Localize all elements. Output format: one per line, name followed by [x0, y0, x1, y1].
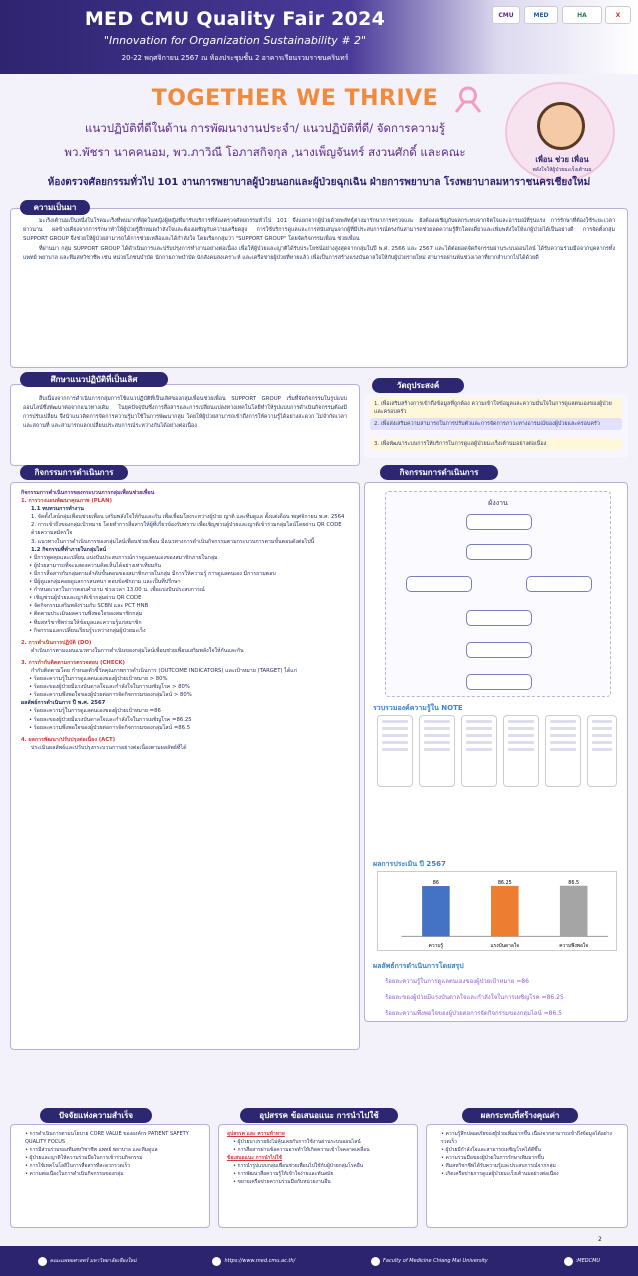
success-factors-heading: ปัจจัยแห่งความสำเร็จ: [40, 1108, 152, 1123]
flowchart-title: ผังงาน: [488, 499, 508, 507]
results-chart: [377, 871, 617, 951]
flowchart-node: [466, 674, 532, 690]
flowchart-node: [466, 544, 532, 560]
mascot-face-icon: [537, 102, 585, 150]
team-item: • ทีมสหวิชาชีพร่วมให้ข้อมูลและความรู้แก่สมาชิก: [21, 619, 349, 627]
objective-item: 2. เพื่อส่งเสริมความสามารถในการปรับตัวและการจัดการภาวะทางอารมณ์ของผู้ป่วยและครอบครัว: [370, 418, 622, 430]
plan-item: 3. แนวทางในการดำเนินการของกลุ่มไลน์เพื่อนช่วยเพื่อน มีแนวทางการดำเนินกิจกรรมตามกระบวนการตามขั้นตอนดังต่อไปนี้: [31, 538, 315, 545]
success-factor-item: • การดำเนินการตามนโยบาย CORE VALUE ขององค์กร PATIENT SAFETY QUALITY FOCUS: [19, 1130, 201, 1146]
flowchart-node: [466, 642, 532, 658]
background-paragraph-2: ที่ผ่านมา กลุ่ม SUPPORT GROUP ได้ดำเนินการและปรับปรุงการทำงานอย่างต่อเนื่อง เพื่อให้ผู้ป่วยและญาติได้รับประโยชน์อย่างสูงสุดจากกลุ่มในปี พ.ศ. 2566 และ 2567 และได้ต่อยอดจัดกิจกรรมผ่านระบบออนไลน์ ได้รับความร่วมมือจากบุคลากรทั้งแพทย์ พยาบาล และทีมสหวิชาชีพ เช่น หน่วยโภชนบำบัด นักกายภาพบำบัด นักสังคมสงเคราะห์ และเครือข่ายผู้ป่วยที่หายแล้ว เพื่อเป็นการสร้างแรงบันดาลใจให้กับผู้ป่วยรายใหม่ สามารถผ่านพ้นช่วงเวลาที่ยากลำบากไปได้ด้วยดี: [23, 246, 615, 261]
study-heading: ศึกษาแนวปฏิบัติที่เป็นเลิศ: [20, 372, 168, 387]
mascot-label: เพื่อน ช่วย เพื่อน: [535, 155, 589, 164]
cmu-logo: CMU: [492, 6, 520, 24]
success-factor-item: • การมีส่วนร่วมของทีมสหวิชาชีพ แพทย์ พยาบาล และทีมดูแล: [19, 1146, 201, 1154]
department-line: ห้องตรวจศัลยกรรมทั่วไป 101 งานการพยาบาลผู้ป่วยนอกและผู้ป่วยฉุกเฉิน ฝ่ายการพยาบาล โรงพยาบาลมหาราชนครเชียงใหม่: [47, 177, 591, 188]
team-item: • ผู้ป่วยสามารถที่จะแสดงความคิดเห็นได้อย่างเท่าเทียมกัน: [21, 562, 349, 570]
flowchart-node: [406, 576, 472, 592]
summary-item: ร้อยละความรู้ในการดูแลตนเองของผู้ป่วยเป้าหมาย =86: [385, 978, 529, 985]
bar: [560, 886, 588, 937]
flowchart-node: [466, 514, 532, 530]
background-heading: ความเป็นมา: [20, 200, 90, 215]
category-line: แนวปฏิบัติที่ดีในด้าน การพัฒนางานประจำ/ แนวปฏิบัติที่ดี/ จัดการความรู้: [85, 121, 445, 135]
act-heading: 4. ผลการพัฒนา/ปรับปรุงต่อเนื่อง (ACT): [21, 736, 116, 743]
target-item: • ร้อยละความพึงพอใจของผู้ป่วยต่อการจัดกิจกรรมของกลุ่มไลน์ > 80%: [21, 691, 349, 699]
footer-link[interactable]: [371, 1257, 488, 1266]
tagline: TOGETHER WE THRIVE: [151, 86, 439, 111]
result-item: • ร้อยละของผู้ป่วยมีแรงบันดาลใจและกำลังใจในการเผชิญโรค =86.25: [21, 716, 349, 724]
flowchart-node: [466, 610, 532, 626]
plan-item: 1. จัดตั้งไลน์กลุ่มเพื่อนช่วยเพื่อน เสริมพลังใจให้กันและกัน เพื่อเชื่อมโยงระหว่างผู้ป่วย ญาติ และทีมดูแล ตั้งแต่เดือน พฤศจิกายน พ.ศ. 2564: [31, 514, 345, 521]
team-item: • กิจกรรมแลกเปลี่ยนเรียนรู้ระหว่างกลุ่มผู้ป่วยมะเร็ง: [21, 627, 349, 635]
objectives-heading: วัตถุประสงค์: [372, 378, 464, 393]
team-item: • มีการพูดคุยและเปลี่ยน แบ่งปันประสบการณ์การดูแลตนเองของสมาชิกภายในกลุ่ม: [21, 554, 349, 562]
team-item: • เชิญชวนผู้ป่วยและญาติเข้ากลุ่มผ่าน QR CODE: [21, 594, 349, 602]
process-right-box: [364, 482, 628, 1022]
team-item: • มีการสื่อสารกับกลุ่มตามลำดับขั้นตอนของสมาชิกภายในกลุ่ม มีการให้ความรู้ การดูแลตนเอง มีการถามตอบ: [21, 570, 349, 578]
team-item: • ติดตามประเมินผลความพึงพอใจของสมาชิกกลุ่ม: [21, 610, 349, 618]
youtube-icon: [371, 1257, 380, 1266]
impact-item: • เกิดเครือข่ายการดูแลผู้ป่วยมะเร็งเต้านมอย่างต่อเนื่อง: [435, 1170, 619, 1178]
suggestion-item: • การพัฒนาสื่อความรู้ให้เข้าใจง่ายและทันสมัย: [227, 1170, 409, 1178]
do-text: ดำเนินการตามแผนแนวทางในการดำเนินของกลุ่มไลน์เพื่อนช่วยเพื่อนเสริมพลังใจให้กันและกัน: [31, 647, 244, 654]
summary-item: ร้อยละความพึงพอใจของผู้ป่วยต่อการจัดกิจกรรมของกลุ่มไลน์ =86.5: [385, 1010, 562, 1017]
med-logo: MED: [524, 6, 558, 24]
bar: [422, 886, 450, 936]
result-item: • ร้อยละความรู้ในการดูแลตนเองของผู้ป่วยเป้าหมาย =86: [21, 707, 349, 715]
pink-ribbon-icon: [450, 84, 486, 114]
obstacle-item: • การสื่อสารผ่านข้อความอาจทำให้เกิดความเข้าใจคลาดเคลื่อน: [227, 1146, 409, 1154]
team-item: • กำหนดเวลาในการตอบคำถาม ช่วงเวลา 13.00 น. เพื่อแบ่งปันประสบการณ์: [21, 586, 349, 594]
objectives-box: [364, 394, 628, 458]
footer-link-text: https://www.med.cmu.ac.th/: [224, 1258, 296, 1264]
check-heading: 3. การกำกับติดตามการตรวจสอบ (CHECK): [21, 659, 125, 666]
suggestion-item: • ขยายเครือข่ายความร่วมมือกับหน่วยงานอื่น: [227, 1178, 409, 1186]
impact-heading: ผลกระทบที่สร้างคุณค่า: [462, 1108, 578, 1123]
note-screenshot: [461, 715, 497, 787]
partner-logo: X: [605, 6, 631, 24]
facebook-icon: [38, 1257, 47, 1266]
objective-item: 1. เพื่อเสริมสร้างการเข้าถึงข้อมูลที่ถูกต้อง ความเข้าใจข้อมูลและความมั่นใจในการดูแลตนเองของผู้ป่วยและครอบครัว: [370, 398, 622, 418]
footer-link-text: คณะแพทยศาสตร์ มหาวิทยาลัยเชียงใหม่: [49, 1258, 137, 1264]
ha-logo: HA: [562, 6, 602, 24]
study-text: สืบเนื่องจากการดำเนินการกลุ่มการใช้แนวปฏิบัติที่เป็นเลิศของกลุ่มเพื่อนช่วยเพื่อน SUPPORT GROUP เริ่มที่จัดกิจกรรมในรูปแบบออนไลน์ซึ่งพัฒนาต่อจากแนวทางเดิม ในยุคปัจจุบันซึ่งการสื่อสารและการเปลี่ยนแปลงทางเทคโนโลยีทำให้รูปแบบการดำเนินกิจกรรมต้องมีการปรับเปลี่ยน จึงนำแนวคิดการจัดการความรู้มาใช้ในการพัฒนากลุ่ม โดยให้ผู้ป่วยสามารถเข้าถึงการให้ความรู้ได้อย่างสะดวก ไม่จำกัดเวลาและสถานที่ และสามารถแลกเปลี่ยนประสบการณ์ระหว่างกันได้อย่างต่อเนื่อง: [23, 396, 347, 429]
result-caption: ผลการประเมิน ปี 2567: [373, 860, 446, 868]
mascot-image: [505, 82, 615, 182]
mascot-sublabel: พลังใจให้ผู้ป่วยมะเร็งเต้านม: [532, 167, 592, 173]
summary-caption: ผลลัพธ์การดำเนินการโดยสรุป: [373, 962, 464, 970]
note-screenshot: [587, 715, 617, 787]
result-item: • ร้อยละความพึงพอใจของผู้ป่วยต่อการจัดกิจกรรมของกลุ่มไลน์ =86.5: [21, 724, 349, 732]
note-screenshot: [419, 715, 455, 787]
team-item: • มีผู้ดูแลกลุ่มคอยดูแลการสนทนา ตอบข้อซักถาม และเป็นที่ปรึกษา: [21, 578, 349, 586]
act-text: ประเมินผลลัพธ์และปรับปรุงกระบวนการอย่างต่อเนื่องตามผลลัพธ์ที่ได้: [31, 744, 187, 751]
process-title: กิจกรรมการดำเนินการของกระบวนการกลุ่มเพื่อนช่วยเพื่อน: [21, 490, 155, 496]
fair-date: 20-22 พฤศจิกายน 2567 ณ ห้องประชุมชั้น 2 อาคารเรียนรวมราชนครินทร์: [121, 54, 349, 62]
suggestion-item: • การนำรูปแบบกลุ่มเพื่อนช่วยเพื่อนไปใช้กับผู้ป่วยกลุ่มโรคอื่น: [227, 1162, 409, 1170]
team-item: • จัดกิจกรรมเสริมพลังร่วมกับ SCBN และ PCT HNB: [21, 602, 349, 610]
process-heading-right: กิจกรรมการดำเนินการ: [380, 465, 498, 480]
authors-line: พว.พัชรา นาคคนอม, พว.ภาวิณี โอภาสกิจกุล ,นางเพ็ญจันทร์ สงวนศักดิ์ และคณะ: [64, 145, 466, 159]
summary-item: ร้อยละของผู้ป่วยมีแรงบันดาลใจและกำลังใจในการเผชิญโรค =86.25: [385, 994, 564, 1001]
bar: [491, 886, 519, 936]
footer-bar: [0, 1246, 638, 1276]
data-label: 86.25: [497, 879, 512, 886]
suggestions-subheading: ข้อเสนอแนะ การนำไปใช้: [227, 1155, 282, 1161]
success-factor-item: • ผู้ป่วยและญาติให้ความร่วมมือในการเข้าร่วมกิจกรรม: [19, 1154, 201, 1162]
page-number: 2: [598, 1236, 602, 1243]
flowchart-node: [526, 576, 592, 592]
process-left-box: [10, 482, 360, 1050]
team-subheading: 1.2 กิจกรรมที่ทำภายในกลุ่มไลน์: [31, 546, 107, 553]
note-screenshot: [377, 715, 413, 787]
background-box: [10, 208, 628, 368]
impact-item: • ทีมสหวิชาชีพได้รับความรู้และประสบการณ์จากกลุ่ม: [435, 1162, 619, 1170]
success-factors-box: [10, 1124, 210, 1228]
tick-label: แรงบันดาลใจ: [490, 943, 520, 950]
data-label: 86: [432, 880, 439, 887]
data-label: 86.5: [568, 879, 580, 886]
plan-subheading: 1.1 ทบทวนการทำงาน: [31, 506, 84, 513]
study-box: [10, 384, 360, 466]
footer-link-text: Faculty of Medicine Chiang Mai University: [383, 1258, 488, 1264]
impact-box: [426, 1124, 628, 1228]
impact-item: • ความรู้สึกปลอดภัยของผู้ป่วยเพิ่มมากขึ้น เนื่องจากสามารถเข้าถึงข้อมูลได้อย่างรวดเร็ว: [435, 1130, 619, 1146]
do-heading: 2. การดำเนินการปฏิบัติ (DO): [21, 639, 92, 646]
success-factor-item: • ความต่อเนื่องในการดำเนินกิจกรรมของกลุ่ม: [19, 1170, 201, 1178]
plan-item: 2. การเข้าถึงของกลุ่มเป้าหมาย โดยทำการสื่อสารให้ผู้ที่เกี่ยวข้องรับทราบ เพื่อเชิญชวนผู้ป่วยและญาติเข้าร่วมกลุ่มไลน์โดยผ่าน QR CODE ด้วยความสมัครใจ: [31, 522, 342, 537]
footer-link[interactable]: [38, 1257, 137, 1266]
background-paragraph-1: มะเร็งเต้านมเป็นหนึ่งในโรคมะเร็งที่พบมากที่สุดในหญิงผู้หญิงที่มารับบริการที่ห้องตรวจศัลยกรรมทั่วไป 101 จึงแยกจากผู้ป่วยด้วยพลัทธุ์ต่างมารักษาการตรวจและ ยังต้องเผชิญกับผลกระทบจากจิตใจและอารมณ์ที่รุนแรง การรักษาที่ต้องใช้ระยะเวลายาวนาน ผลข้างเคียงจากการรักษาทำให้ผู้ป่วยรู้สึกหมดกำลังใจและต้องเผชิญกับความเครียดสูง การใช้บริการดูแลและการสนับสนุนจากผู้ที่มีประสบการณ์ตรงกันสามารถช่วยลดความรู้สึกโดดเดี่ยวและเพิ่มพลังใจให้แก่ผู้ป่วยได้เป็นอย่างดี การจัดตั้งกลุ่ม SUPPORT GROUP จึงช่วยให้ผู้ป่วยสามารถได้การช่วยเหลือและได้กำลังใจ โดยเรียกกลุ่มว่า "SUPPORT GROUP" โดยจัดกิจกรรมเพื่อน ช่วยเพื่อน: [23, 218, 615, 242]
footer-link-text: :MEDCMU: [575, 1258, 601, 1264]
fair-title: MED CMU Quality Fair 2024: [84, 8, 386, 30]
target-item: • ร้อยละของผู้ป่วยมีแรงบันดาลใจและกำลังใจในการเผชิญโรค > 80%: [21, 683, 349, 691]
impact-item: • ความร่วมมือของผู้ป่วยในการรักษาเพิ่มมากขึ้น: [435, 1154, 619, 1162]
obstacles-heading: อุปสรรค ข้อเสนอแนะ การนำไปใช้: [240, 1108, 398, 1123]
objective-item: 3. เพื่อพัฒนาระบบการให้บริการในการดูแลผู้ป่วยมะเร็งเต้านมอย่างต่อเนื่อง: [370, 438, 622, 450]
web-icon: [212, 1257, 221, 1266]
plan-heading: 1. การวางแผนพัฒนาคุณภาพ (PLAN): [21, 498, 113, 505]
line-icon: [564, 1257, 573, 1266]
obstacles-subheading: อุปสรรค และ ความท้าทาย: [227, 1131, 285, 1137]
obstacles-box: [218, 1124, 418, 1228]
check-text: กำกับติดตามโดย กำหนดตัวชี้วัดคุณภาพการดำเนินการ (OUTCOME INDICATORS) และเป้าหมาย (TARGET) ได้แก่: [31, 667, 297, 674]
footer-link[interactable]: [564, 1257, 600, 1266]
impact-item: • ผู้ป่วยมีกำลังใจและสามารถเผชิญโรคได้ดีขึ้น: [435, 1146, 619, 1154]
results-title: ผลลัพธ์การดำเนินการ ปี พ.ศ. 2567: [21, 700, 106, 707]
flowchart: [385, 491, 611, 697]
target-item: • ร้อยละความรู้ในการดูแลตนเองของผู้ป่วยเป้าหมาย > 80%: [21, 675, 349, 683]
note-caption: รวบรวมองค์ความรู้ใน NOTE: [373, 704, 463, 712]
tick-label: ความพึงพอใจ: [559, 943, 589, 950]
note-screenshot: [503, 715, 539, 787]
note-screenshot: [545, 715, 581, 787]
obstacle-item: • ผู้ป่วยบางรายยังไม่คุ้นเคยกับการใช้งานผ่านระบบออนไลน์: [227, 1138, 409, 1146]
footer-link[interactable]: [212, 1257, 295, 1266]
process-heading-left: กิจกรรมการดำเนินการ: [20, 465, 128, 480]
header-banner: [0, 0, 638, 74]
tick-label: ความรู้: [428, 943, 444, 950]
fair-subtitle: "Innovation for Organization Sustainability # 2": [103, 34, 367, 47]
success-factor-item: • การใช้เทคโนโลยีในการสื่อสารที่สะดวกรวดเร็ว: [19, 1162, 201, 1170]
